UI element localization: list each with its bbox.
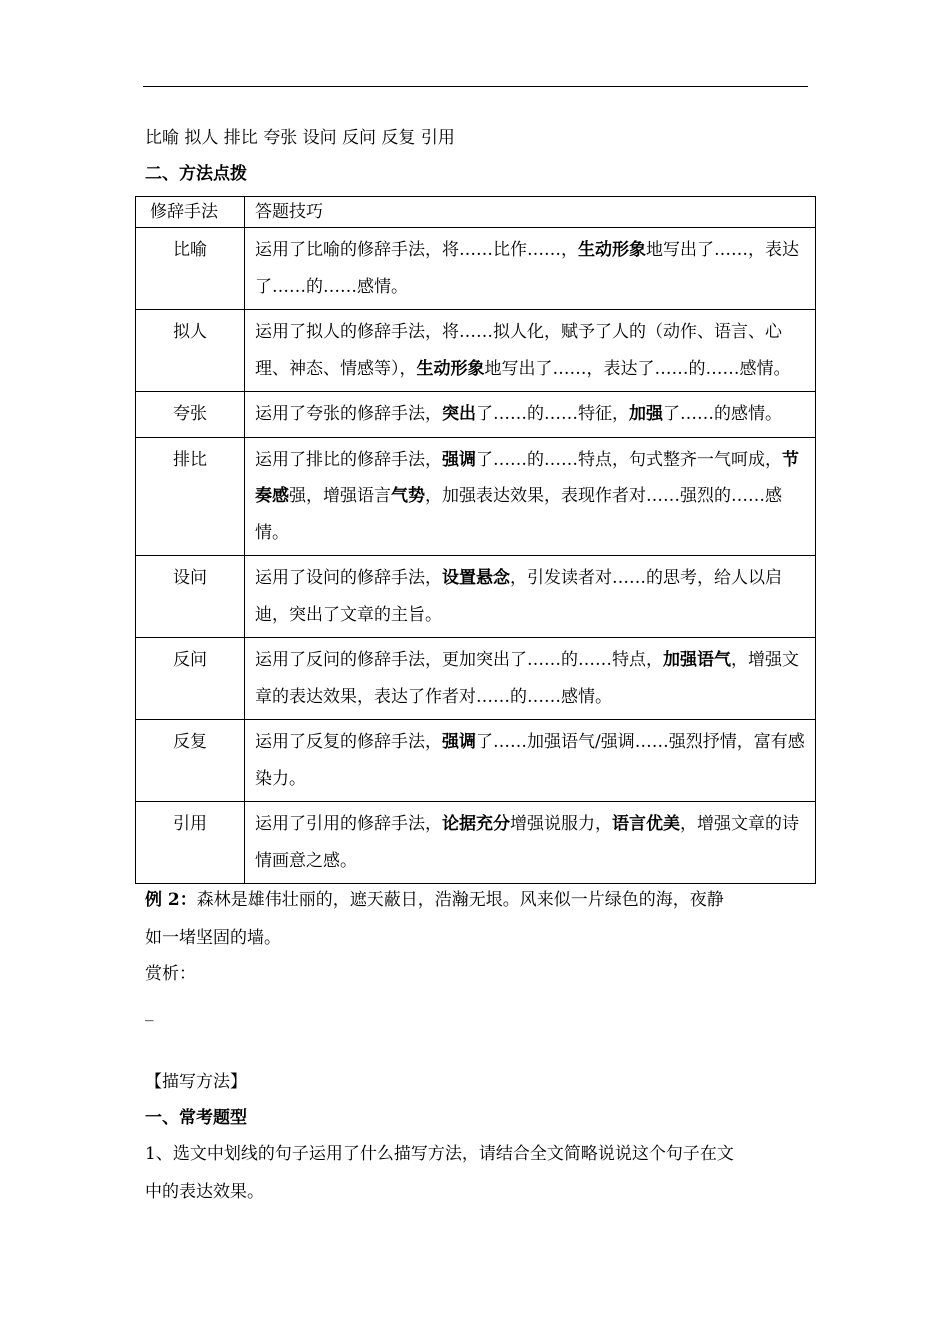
table-row bbox=[136, 802, 816, 884]
tip-text: 运用了反复的修辞手法， bbox=[255, 732, 442, 752]
tip-keyword: 强调 bbox=[442, 732, 476, 752]
tip-keyword: 突出 bbox=[442, 404, 476, 424]
method-tip-cell bbox=[245, 720, 816, 802]
section-two-title: 二、方法点拨 bbox=[145, 164, 247, 184]
header-cell-method: 修辞手法 bbox=[136, 197, 245, 228]
tip-text: ，增强文章的诗情画意之感。 bbox=[255, 814, 799, 871]
tip-text: 了……的……特征， bbox=[476, 404, 629, 424]
tip-keyword: 设置悬念 bbox=[442, 568, 510, 588]
header-cell-tips: 答题技巧 bbox=[245, 197, 816, 228]
tip-keyword: 语言优美 bbox=[612, 814, 680, 834]
method-name-cell: 反复 bbox=[136, 720, 245, 802]
tip-text: ，加强表达效果，表现作者对……强烈的……感情。 bbox=[255, 486, 782, 543]
table-row bbox=[136, 310, 816, 392]
tip-text: 了……的感情。 bbox=[663, 404, 782, 424]
method-tip-cell bbox=[245, 638, 816, 720]
tip-text: 运用了排比的修辞手法， bbox=[255, 449, 442, 470]
tip-text: 地写出了……，表达了……的……感情。 bbox=[484, 358, 791, 379]
tip-text: 运用了反问的修辞手法，更加突出了……的……特点， bbox=[255, 650, 663, 670]
example-text-1: 森林是雄伟壮丽的，遮天蔽日，浩瀚无垠。风来似一片绿色的海，夜静 bbox=[196, 890, 724, 910]
tip-keyword: 节奏感 bbox=[255, 449, 799, 506]
tip-text: 运用了设问的修辞手法， bbox=[255, 568, 442, 588]
tip-keyword: 气势 bbox=[391, 486, 425, 506]
tip-text: 了……的……特点，句式整齐一气呵成， bbox=[476, 449, 782, 470]
method-name-cell: 夸张 bbox=[136, 392, 245, 438]
method-tip-cell bbox=[245, 556, 816, 638]
tip-text: 运用了夸张的修辞手法， bbox=[255, 404, 442, 424]
tip-keyword: 加强语气 bbox=[663, 650, 731, 670]
tip-text: 地写出了……，表达了……的……感情。 bbox=[255, 240, 799, 297]
answer-blank: _ bbox=[145, 1002, 154, 1022]
tip-keyword: 生动形象 bbox=[416, 358, 485, 379]
method-name-cell: 反问 bbox=[136, 638, 245, 720]
table-header-row bbox=[136, 197, 816, 228]
tip-keyword: 强调 bbox=[442, 449, 476, 470]
tip-keyword: 生动形象 bbox=[578, 240, 646, 260]
tip-text: 运用了比喻的修辞手法，将……比作……， bbox=[255, 240, 578, 260]
method-name-cell: 拟人 bbox=[136, 310, 245, 392]
example-line-1 bbox=[145, 888, 724, 912]
table-row bbox=[136, 392, 816, 438]
method-name-cell: 排比 bbox=[136, 437, 245, 556]
tip-keyword: 加强 bbox=[629, 404, 663, 424]
section-one-title: 一、常考题型 bbox=[145, 1108, 247, 1128]
tip-text: 强，增强语言 bbox=[289, 486, 391, 506]
table-row bbox=[136, 720, 816, 802]
tip-text: 了……加强语气/强调……强烈抒情，富有感染力。 bbox=[255, 732, 805, 789]
describe-methods-heading: 【描写方法】 bbox=[145, 1072, 247, 1092]
top-rule bbox=[143, 86, 808, 87]
method-tip-cell bbox=[245, 437, 816, 556]
question-line-2: 中的表达效果。 bbox=[145, 1182, 264, 1202]
method-tip-cell bbox=[245, 228, 816, 310]
table-row bbox=[136, 437, 816, 556]
tip-text: 运用了拟人的修辞手法，将……拟人化，赋予了人的（动作、语言、心理、神态、情感等）， bbox=[255, 322, 782, 379]
appreciation-label: 赏析： bbox=[145, 964, 196, 984]
method-name-cell: 引用 bbox=[136, 802, 245, 884]
table-row bbox=[136, 228, 816, 310]
example-label: 例 2： bbox=[145, 890, 197, 910]
tip-keyword: 论据充分 bbox=[442, 814, 510, 834]
tip-text: ，增强文章的表达效果，表达了作者对……的……感情。 bbox=[255, 650, 799, 707]
method-tip-cell bbox=[245, 392, 816, 438]
method-tip-cell bbox=[245, 802, 816, 884]
tip-text: 增强说服力， bbox=[510, 814, 612, 834]
table-row bbox=[136, 638, 816, 720]
tip-text: 运用了引用的修辞手法， bbox=[255, 814, 442, 834]
question-line-1: 1、选文中划线的句子运用了什么描写方法，请结合全文简略说说这个句子在文 bbox=[145, 1144, 734, 1164]
table-row bbox=[136, 556, 816, 638]
tip-text: ，引发读者对……的思考，给人以启迪，突出了文章的主旨。 bbox=[255, 568, 782, 625]
example-line-2: 如一堵坚固的墙。 bbox=[145, 928, 281, 948]
method-name-cell: 设问 bbox=[136, 556, 245, 638]
rhetoric-list: 比喻 拟人 排比 夸张 设问 反问 反复 引用 bbox=[145, 128, 455, 148]
rhetoric-methods-table bbox=[135, 196, 816, 884]
method-tip-cell bbox=[245, 310, 816, 392]
method-name-cell: 比喻 bbox=[136, 228, 245, 310]
